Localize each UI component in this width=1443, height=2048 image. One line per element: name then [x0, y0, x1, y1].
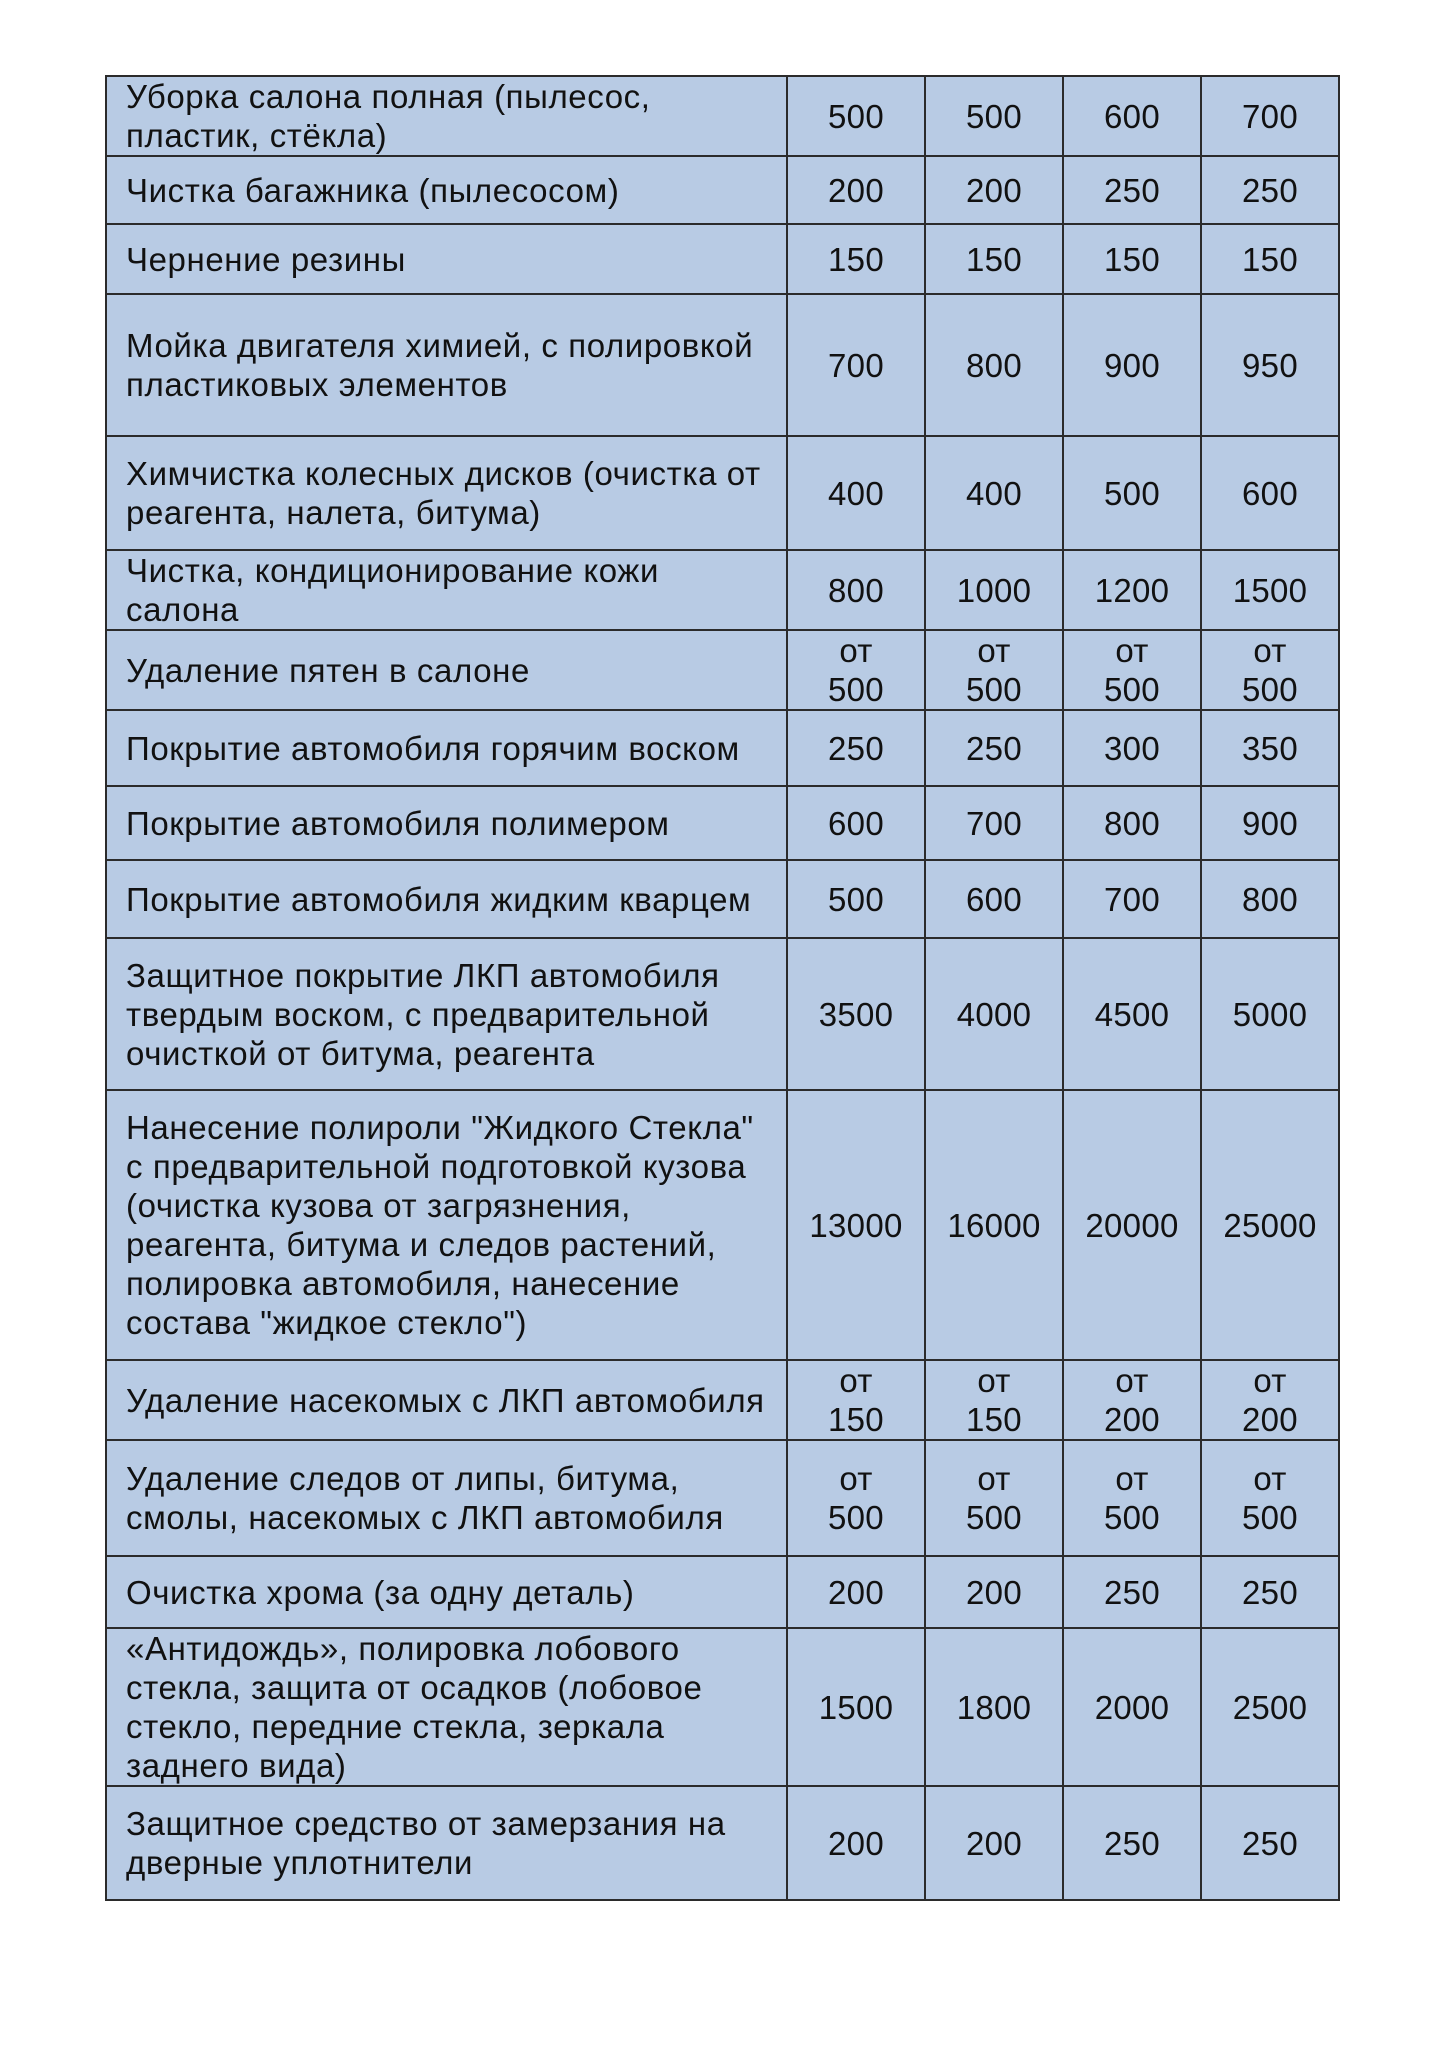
price-cell	[1201, 786, 1339, 860]
price-cell	[925, 1786, 1063, 1900]
price-cell	[1063, 224, 1201, 294]
price-cell	[1201, 550, 1339, 630]
price-value: 5000	[1232, 995, 1308, 1033]
price-cell	[1063, 76, 1201, 156]
price-cell	[925, 630, 1063, 710]
price-value: 250	[1242, 1824, 1298, 1862]
price-value: 1800	[956, 1688, 1032, 1726]
price-cell	[1201, 76, 1339, 156]
price-cell	[925, 436, 1063, 550]
price-value: 600	[1104, 97, 1160, 135]
service-name-cell: «Антидождь», полировка лобового стекла, защита от осадков (лобовое стекло, передние стекла, зеркала заднего вида)	[106, 1628, 787, 1786]
price-value: 4500	[1094, 995, 1170, 1033]
price-value: 900	[1242, 804, 1298, 842]
price-cell	[925, 1360, 1063, 1440]
table-row	[106, 156, 1339, 224]
table-row	[106, 1556, 1339, 1628]
price-value: от 500	[1242, 1460, 1298, 1536]
price-value: 150	[966, 240, 1022, 278]
table-row	[106, 1090, 1339, 1360]
service-name-cell: Удаление пятен в салоне	[106, 630, 787, 710]
price-cell	[787, 224, 925, 294]
price-value: 600	[828, 804, 884, 842]
table-row	[106, 1440, 1339, 1556]
price-value: от 500	[828, 632, 884, 708]
price-cell	[1201, 224, 1339, 294]
price-value: от 150	[966, 1362, 1022, 1438]
service-name-cell: Чистка, кондиционирование кожи салона	[106, 550, 787, 630]
price-cell	[787, 938, 925, 1090]
price-value: 25000	[1223, 1206, 1317, 1244]
price-cell	[1201, 1556, 1339, 1628]
price-value: 250	[1104, 1824, 1160, 1862]
price-value: 950	[1242, 346, 1298, 384]
price-cell	[925, 156, 1063, 224]
price-value: 600	[1242, 474, 1298, 512]
price-value: от 500	[1104, 1460, 1160, 1536]
table-row	[106, 1360, 1339, 1440]
price-value: от 200	[1104, 1362, 1160, 1438]
price-value: 250	[1104, 171, 1160, 209]
price-cell	[787, 436, 925, 550]
table-row	[106, 938, 1339, 1090]
table-row	[106, 76, 1339, 156]
price-cell	[1201, 156, 1339, 224]
price-value: от 500	[828, 1460, 884, 1536]
price-cell	[1063, 1360, 1201, 1440]
price-cell	[1201, 436, 1339, 550]
price-cell	[787, 630, 925, 710]
price-value: 1500	[818, 1688, 894, 1726]
price-cell	[787, 294, 925, 436]
service-name-cell: Покрытие автомобиля жидким кварцем	[106, 860, 787, 938]
price-value: 250	[1242, 171, 1298, 209]
price-value: 200	[966, 171, 1022, 209]
table-row	[106, 1786, 1339, 1900]
price-value: 800	[828, 571, 884, 609]
price-value: 700	[966, 804, 1022, 842]
table-row	[106, 1628, 1339, 1786]
price-value: 700	[1242, 97, 1298, 135]
price-value: 1500	[1232, 571, 1308, 609]
service-name-cell: Чистка багажника (пылесосом)	[106, 156, 787, 224]
price-cell	[1063, 294, 1201, 436]
price-value: 350	[1242, 729, 1298, 767]
price-value: 500	[966, 97, 1022, 135]
price-cell	[925, 1556, 1063, 1628]
price-cell	[787, 1360, 925, 1440]
price-cell	[787, 1440, 925, 1556]
price-cell	[925, 76, 1063, 156]
price-cell	[1063, 436, 1201, 550]
service-name-cell: Удаление следов от липы, битума, смолы, насекомых с ЛКП автомобиля	[106, 1440, 787, 1556]
price-cell	[1201, 1440, 1339, 1556]
price-value: 3500	[818, 995, 894, 1033]
price-cell	[925, 710, 1063, 786]
price-value: 400	[966, 474, 1022, 512]
price-value: от 500	[1242, 632, 1298, 708]
price-value: 250	[828, 729, 884, 767]
service-name-cell: Покрытие автомобиля горячим воском	[106, 710, 787, 786]
price-cell	[787, 786, 925, 860]
price-value: 1000	[956, 571, 1032, 609]
price-cell	[1063, 1786, 1201, 1900]
price-cell	[925, 294, 1063, 436]
service-name-cell: Очистка хрома (за одну деталь)	[106, 1556, 787, 1628]
price-table	[105, 75, 1340, 1901]
price-cell	[1063, 1440, 1201, 1556]
price-value: 500	[828, 880, 884, 918]
service-name-cell: Покрытие автомобиля полимером	[106, 786, 787, 860]
service-name-cell: Защитное покрытие ЛКП автомобиля твердым воском, с предварительной очисткой от битума, реагента	[106, 938, 787, 1090]
price-cell	[1063, 710, 1201, 786]
price-value: 2000	[1094, 1688, 1170, 1726]
price-value: 150	[1242, 240, 1298, 278]
table-row	[106, 860, 1339, 938]
price-value: 20000	[1085, 1206, 1179, 1244]
price-value: 200	[828, 171, 884, 209]
price-cell	[1063, 786, 1201, 860]
price-cell	[925, 860, 1063, 938]
price-cell	[1063, 860, 1201, 938]
price-value: 800	[1242, 880, 1298, 918]
price-table-body	[106, 76, 1339, 1900]
price-cell	[787, 1786, 925, 1900]
price-value: 500	[1104, 474, 1160, 512]
price-cell	[1063, 1556, 1201, 1628]
price-value: 1200	[1094, 571, 1170, 609]
price-value: от 500	[966, 1460, 1022, 1536]
price-value: 150	[828, 240, 884, 278]
price-cell	[925, 550, 1063, 630]
price-value: 400	[828, 474, 884, 512]
price-cell	[787, 860, 925, 938]
price-cell	[1063, 1090, 1201, 1360]
price-cell	[1063, 630, 1201, 710]
price-cell	[787, 1556, 925, 1628]
price-cell	[1201, 860, 1339, 938]
price-value: 800	[1104, 804, 1160, 842]
price-value: 200	[828, 1824, 884, 1862]
price-cell	[925, 1440, 1063, 1556]
service-name-cell: Нанесение полироли "Жидкого Стекла" с предварительной подготовкой кузова (очистка кузова от загрязнения, реагента, битума и следов растений, полировка автомобиля, нанесение состава "жидкое стекло")	[106, 1090, 787, 1360]
price-cell	[925, 1090, 1063, 1360]
price-cell	[1201, 710, 1339, 786]
price-value: от 150	[828, 1362, 884, 1438]
table-row	[106, 786, 1339, 860]
price-value: 900	[1104, 346, 1160, 384]
table-row	[106, 224, 1339, 294]
price-cell	[787, 156, 925, 224]
service-name-cell: Уборка салона полная (пылесос, пластик, стёкла)	[106, 76, 787, 156]
price-value: от 200	[1242, 1362, 1298, 1438]
price-cell	[1063, 1628, 1201, 1786]
price-value: 200	[966, 1573, 1022, 1611]
price-value: 200	[966, 1824, 1022, 1862]
price-cell	[925, 938, 1063, 1090]
service-name-cell: Мойка двигателя химией, с полировкой пластиковых элементов	[106, 294, 787, 436]
price-value: 600	[966, 880, 1022, 918]
price-cell	[1063, 156, 1201, 224]
price-value: 2500	[1232, 1688, 1308, 1726]
price-value: 800	[966, 346, 1022, 384]
price-cell	[1201, 1628, 1339, 1786]
price-cell	[1201, 1786, 1339, 1900]
table-row	[106, 436, 1339, 550]
price-value: 250	[1242, 1573, 1298, 1611]
price-value: 250	[1104, 1573, 1160, 1611]
price-value: от 500	[1104, 632, 1160, 708]
service-name-cell: Удаление насекомых с ЛКП автомобиля	[106, 1360, 787, 1440]
price-value: 13000	[809, 1206, 903, 1244]
price-cell	[1201, 294, 1339, 436]
price-cell	[787, 76, 925, 156]
price-cell	[1201, 938, 1339, 1090]
price-value: 700	[1104, 880, 1160, 918]
table-row	[106, 294, 1339, 436]
service-name-cell: Чернение резины	[106, 224, 787, 294]
price-value: 700	[828, 346, 884, 384]
price-value: 200	[828, 1573, 884, 1611]
service-name-cell: Защитное средство от замерзания на дверные уплотнители	[106, 1786, 787, 1900]
price-value: 16000	[947, 1206, 1041, 1244]
service-name-cell: Химчистка колесных дисков (очистка от реагента, налета, битума)	[106, 436, 787, 550]
table-row	[106, 710, 1339, 786]
price-cell	[1201, 630, 1339, 710]
price-value: 250	[966, 729, 1022, 767]
price-cell	[787, 550, 925, 630]
price-cell	[1063, 550, 1201, 630]
price-value: 150	[1104, 240, 1160, 278]
price-value: 500	[828, 97, 884, 135]
price-cell	[787, 1628, 925, 1786]
price-cell	[1201, 1090, 1339, 1360]
price-value: 4000	[956, 995, 1032, 1033]
price-cell	[787, 1090, 925, 1360]
price-cell	[925, 786, 1063, 860]
table-row	[106, 550, 1339, 630]
price-cell	[1063, 938, 1201, 1090]
price-cell	[787, 710, 925, 786]
table-row	[106, 630, 1339, 710]
price-cell	[925, 224, 1063, 294]
price-cell	[925, 1628, 1063, 1786]
price-value: от 500	[966, 632, 1022, 708]
price-value: 300	[1104, 729, 1160, 767]
price-cell	[1201, 1360, 1339, 1440]
